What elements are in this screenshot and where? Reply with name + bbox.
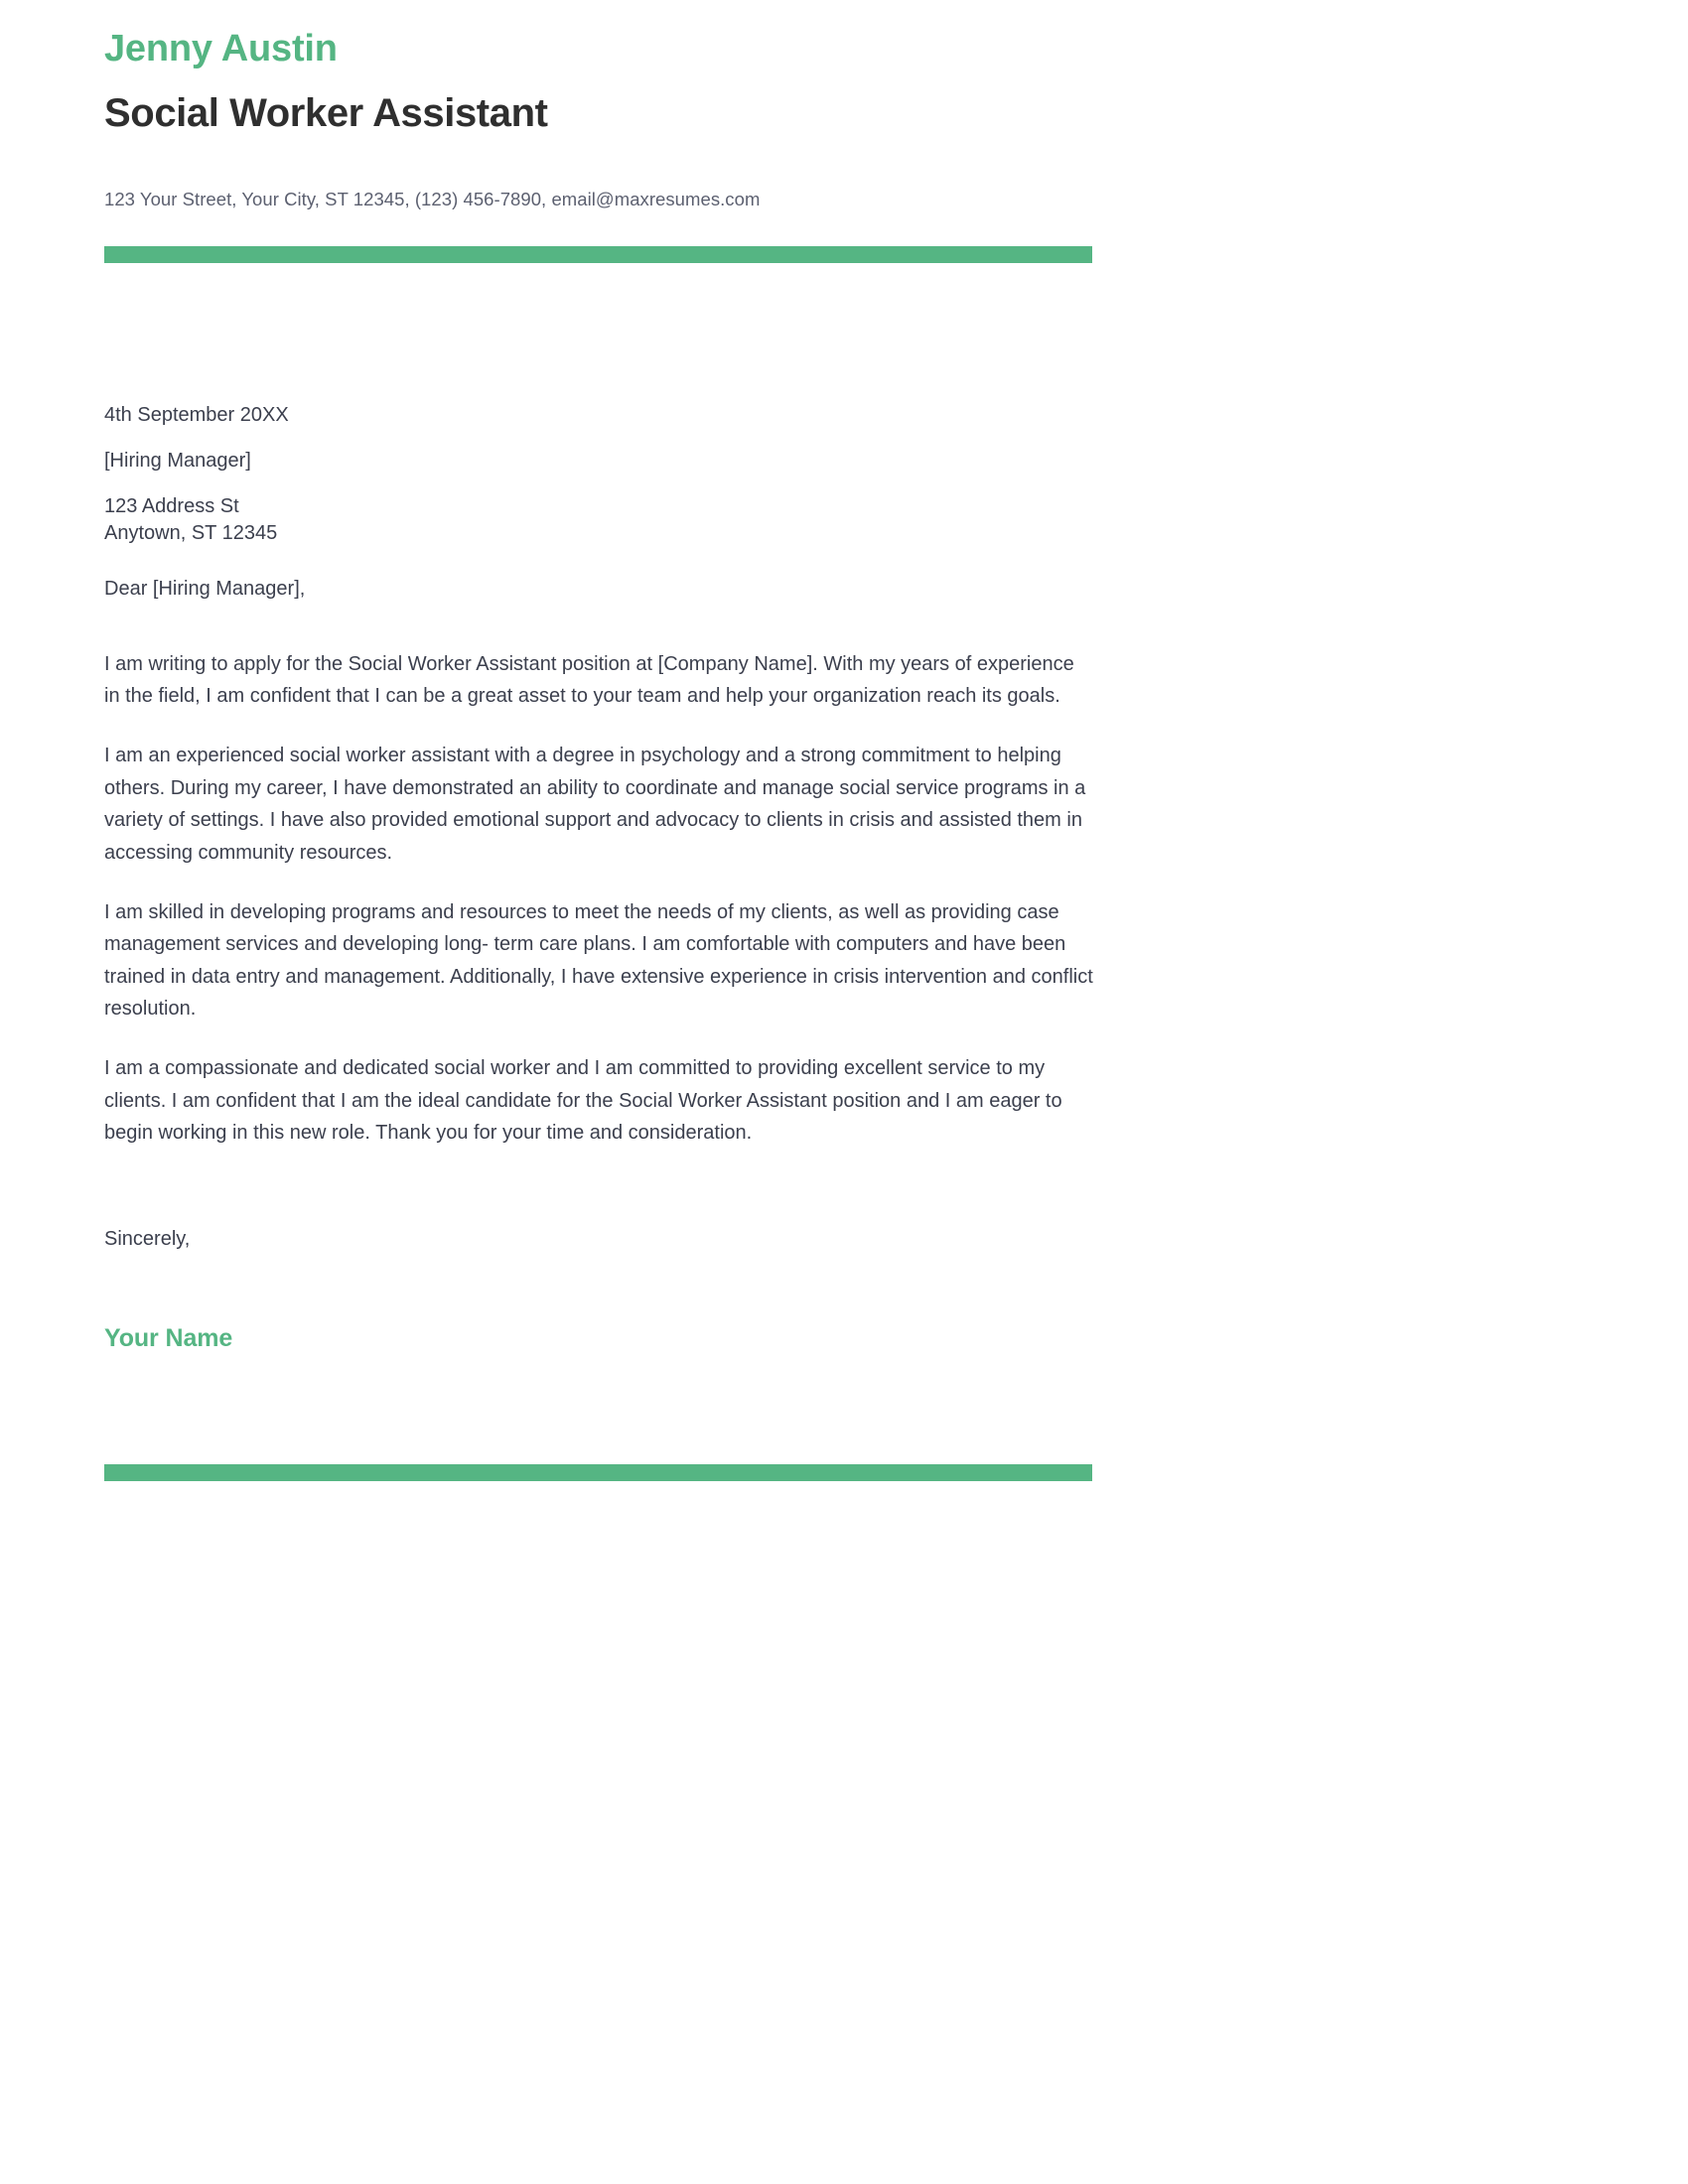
footer-divider-bar <box>104 1464 1092 1481</box>
letter-paragraph: I am a compassionate and dedicated social worker and I am committed to providing excellent service to my clients. I am confident that I am the ideal candidate for the Social Worker Assistant position and I am eager to begin working in this new role. Thank you for your time and consideration. <box>104 1057 1062 1145</box>
letter-date: 4th September 20XX <box>104 403 289 426</box>
letter-closing: Sincerely, <box>104 1227 191 1250</box>
letter-paragraphs <box>104 603 1094 1150</box>
letter-header <box>0 0 1223 212</box>
letter-meta-block <box>104 402 1094 547</box>
applicant-name: Jenny Austin <box>104 28 338 69</box>
letter-paragraph: I am an experienced social worker assistant with a degree in psychology and a strong commitment to helping others. During my career, I have demonstrated an ability to coordinate and manage social service programs in a variety of settings. I have also provided emotional support and advocacy to clients in crisis and assisted them in accessing community resources. <box>104 745 1086 864</box>
contact-info-line: 123 Your Street, Your City, ST 12345, (123) 456-7890, email@maxresumes.com <box>104 188 761 209</box>
header-divider-bar <box>104 246 1092 263</box>
signature-name: Your Name <box>104 1323 233 1352</box>
letter-paragraph: I am writing to apply for the Social Worker Assistant position at [Company Name]. With my years of experience in the field, I am confident that I can be a great asset to your team and help your organization reach its goals. <box>104 652 1074 707</box>
letter-salutation: Dear [Hiring Manager], <box>104 577 306 600</box>
letter-address-line-1: 123 Address St <box>104 494 239 517</box>
letter-paragraph: I am skilled in developing programs and resources to meet the needs of my clients, as well as providing case management services and developing long- term care plans. I am comfortable with computers and have been trained in data entry and management. Additionally, I have extensive experience in crisis intervention and conflict resolution. <box>104 900 1093 1021</box>
letter-recipient: [Hiring Manager] <box>104 449 251 472</box>
letter-body <box>0 263 1223 1464</box>
job-title: Social Worker Assistant <box>104 90 548 135</box>
footer-spacer <box>104 1353 1094 1464</box>
page-bottom-margin <box>0 1481 1223 1640</box>
letter-address-line-2: Anytown, ST 12345 <box>104 521 278 544</box>
